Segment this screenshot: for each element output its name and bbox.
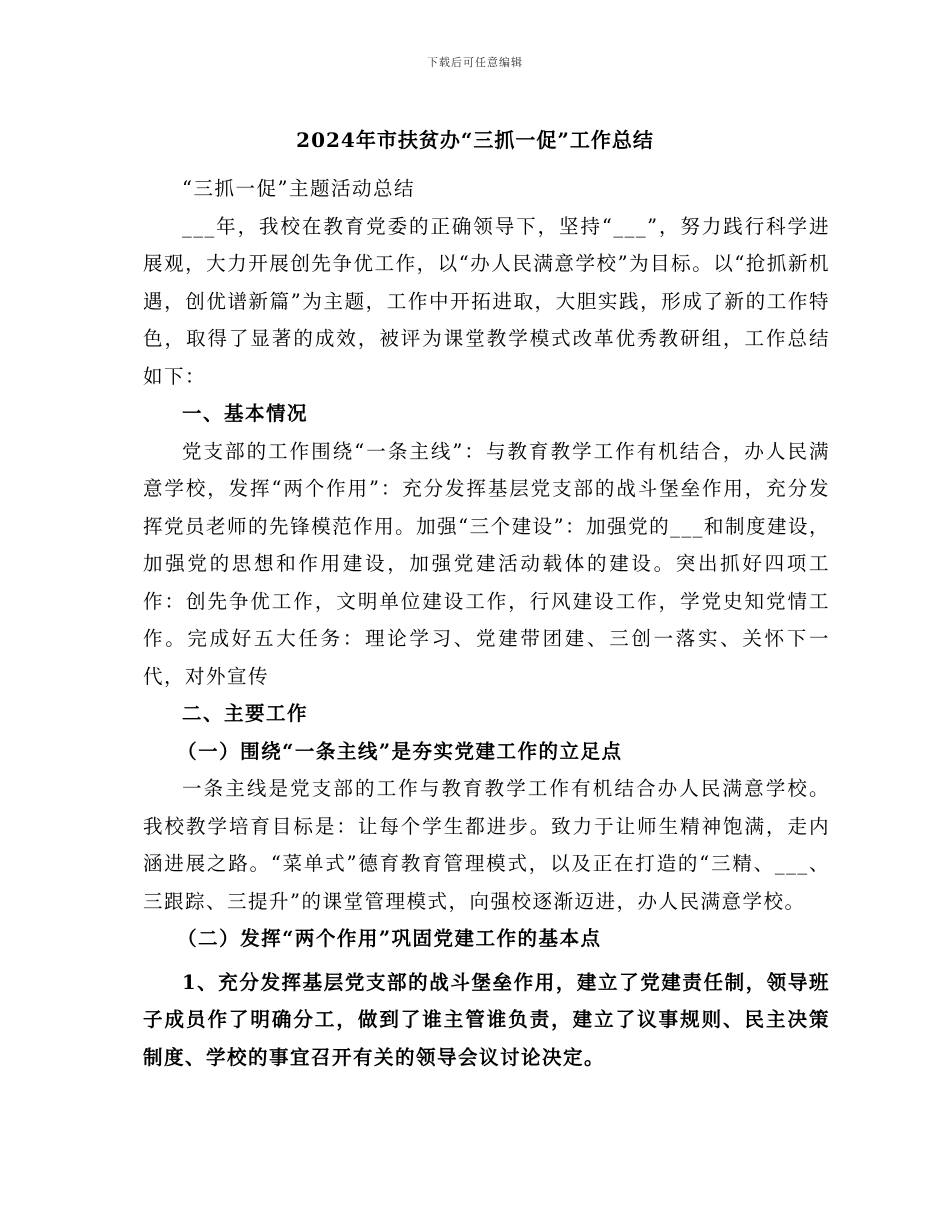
subsection-heading-two-roles: （二）发挥“两个作用”巩固党建工作的基本点 — [177, 927, 602, 950]
section-heading-main-work: 二、主要工作 — [182, 702, 309, 725]
intro-subtitle: “三抓一促”主题活动总结 — [182, 177, 415, 200]
page-header-note: 下载后可任意编辑 — [427, 56, 523, 69]
intro-paragraph: ___年，我校在教育党委的正确领导下，坚持“___”，努力践行科学进展观，大力开展创先争优工作，以“办人民满意学校”为目标。以“抢抓新机遇，创优谱新篇”为主题，工作中开拓进取，大胆实践，形成了新的工作特色，取得了显著的成效，被评为课堂教学模式改革优秀教研组，工作总结如下： — [143, 214, 830, 388]
document-body — [143, 170, 830, 1076]
one-main-line-paragraph: 一条主线是党支部的工作与教育教学工作有机结合办人民满意学校。我校教学培育目标是：让每个学生都进步。致力于让师生精神饱满，走内涵进展之路。“菜单式”德育教育管理模式，以及正在打造的“三精、___、三跟踪、三提升”的课堂管理模式，向强校逐渐迈进，办人民满意学校。 — [143, 777, 830, 913]
document-title: 2024年市扶贫办“三抓一促”工作总结 — [296, 128, 654, 152]
subsection-heading-one-main-line: （一）围绕“一条主线”是夯实党建工作的立足点 — [177, 739, 623, 763]
section-heading-basic-situation: 一、基本情况 — [182, 402, 309, 425]
two-roles-point-1: 1、充分发挥基层党支部的战斗堡垒作用，建立了党建责任制，领导班子成员作了明确分工，做到了谁主管谁负责，建立了议事规则、民主决策制度、学校的事宜召开有关的领导会议讨论决定。 — [143, 970, 830, 1069]
basic-situation-paragraph: 党支部的工作围绕“一条主线”：与教育教学工作有机结合，办人民满意学校，发挥“两个作用”：充分发挥基层党支部的战斗堡垒作用，充分发挥党员老师的先锋模范作用。加强“三个建设”：加强党的___和制度建设，加强党的思想和作用建设，加强党建活动载体的建设。突出抓好四项工作：创先争优工作，文明单位建设工作，行风建设工作，学党史知党情工作。完成好五大任务：理论学习、党建带团建、三创一落实、关怀下一代，对外宣传 — [143, 439, 830, 688]
